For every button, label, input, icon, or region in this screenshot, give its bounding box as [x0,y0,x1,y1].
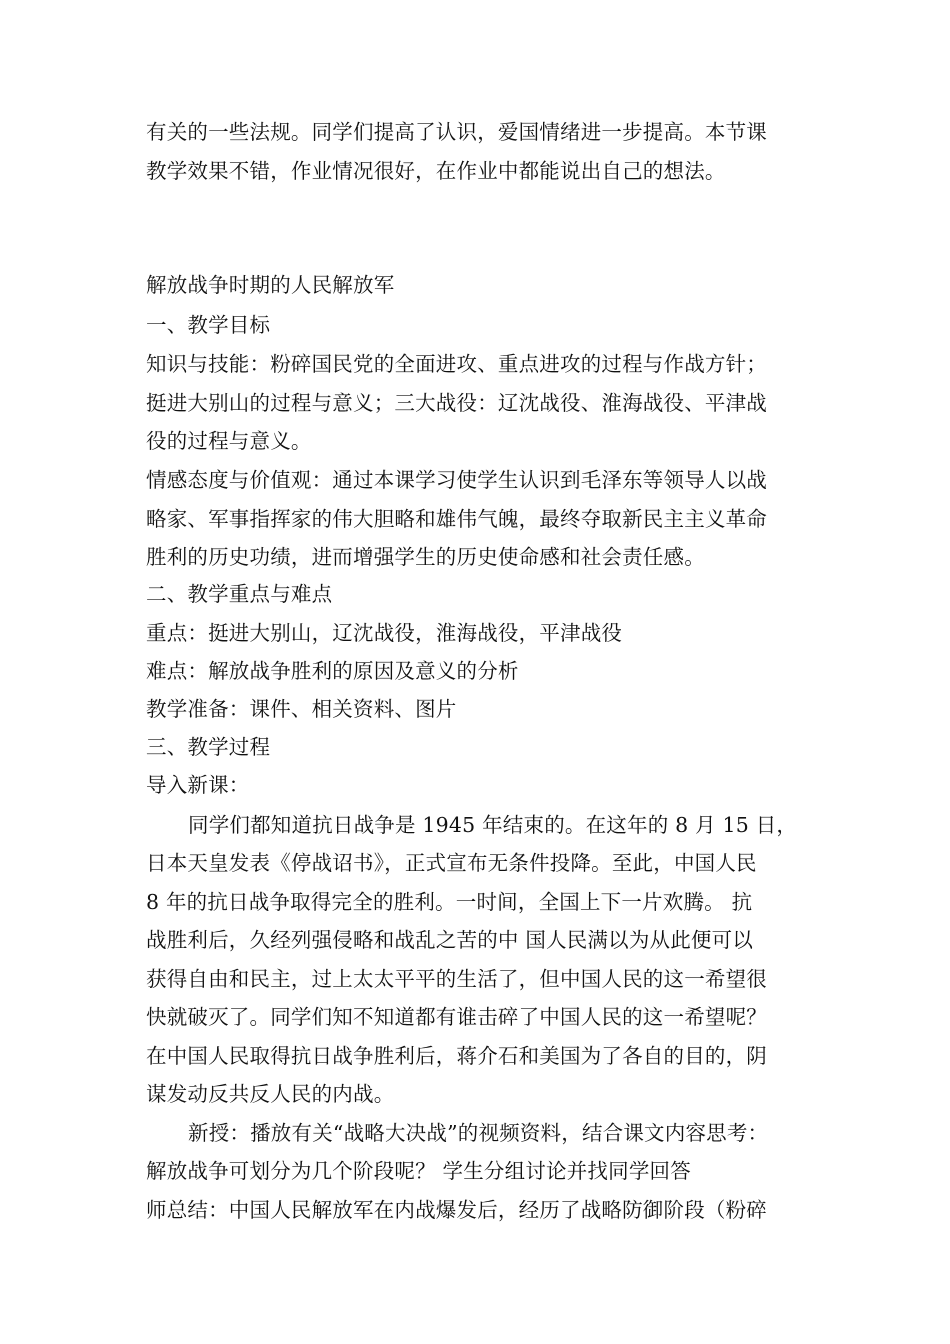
intro-line-2: 教学效果不错，作业情况很好，在作业中都能说出自己的想法。 [146,159,726,183]
section-heading-objectives: 一、教学目标 [146,313,271,337]
intro-para-line-6: 快就破灭了。同学们知不知道都有谁击碎了中国人民的这一希望呢？ [146,1005,767,1029]
emotion-line-2: 略家、军事指挥家的伟大胆略和雄伟气魄，最终夺取新民主主义革命 [146,507,767,531]
intro-para-line-4: 战胜利后，久经列强侵略和战乱之苦的中 国人民满以为从此便可以 [146,928,754,952]
new-lesson-line-1: 新授：播放有关“战略大决战”的视频资料，结合课文内容思考： [188,1121,769,1145]
intro-line-1: 有关的一些法规。同学们提高了认识，爱国情绪进一步提高。本节课 [146,120,767,144]
key-point: 重点：挺进大别山，辽沈战役，淮海战役，平津战役 [146,621,623,645]
lesson-title: 解放战争时期的人民解放军 [146,273,395,297]
difficult-point: 难点：解放战争胜利的原因及意义的分析 [146,659,519,683]
new-lesson-line-3: 师总结：中国人民解放军在内战爆发后，经历了战略防御阶段（粉碎 [146,1198,767,1222]
intro-para-line-2: 日本天皇发表《停战诏书》，正式宣布无条件投降。至此，中国人民 [146,851,757,875]
emotion-line-3: 胜利的历史功绩，进而增强学生的历史使命感和社会责任感。 [146,545,705,569]
knowledge-line-3: 役的过程与意义。 [146,429,312,453]
intro-para-line-5: 获得自由和民主，过上太太平平的生活了，但中国人民的这一希望很 [146,967,767,991]
intro-para-line-3: 8 年的抗日战争取得完全的胜利。一时间，全国上下一片欢腾。 抗 [146,890,753,914]
knowledge-line-1: 知识与技能：粉碎国民党的全面进攻、重点进攻的过程与作战方针； [146,352,767,376]
intro-para-line-8: 谋发动反共反人民的内战。 [146,1082,395,1106]
emotion-line-1: 情感态度与价值观：通过本课学习使学生认识到毛泽东等领导人以战 [146,468,767,492]
preparation: 教学准备：课件、相关资料、图片 [146,697,457,721]
new-lesson-line-2: 解放战争可划分为几个阶段呢？ 学生分组讨论并找同学回答 [146,1159,691,1183]
intro-label: 导入新课： [146,773,250,797]
section-heading-process: 三、教学过程 [146,735,271,759]
section-heading-key-points: 二、教学重点与难点 [146,582,333,606]
knowledge-line-2: 挺进大别山的过程与意义；三大战役：辽沈战役、淮海战役、平津战 [146,391,767,415]
intro-para-line-7: 在中国人民取得抗日战争胜利后，蒋介石和美国为了各自的目的，阴 [146,1044,767,1068]
intro-para-line-1: 同学们都知道抗日战争是 1945 年结束的。在这年的 8 月 15 日， [188,813,798,837]
